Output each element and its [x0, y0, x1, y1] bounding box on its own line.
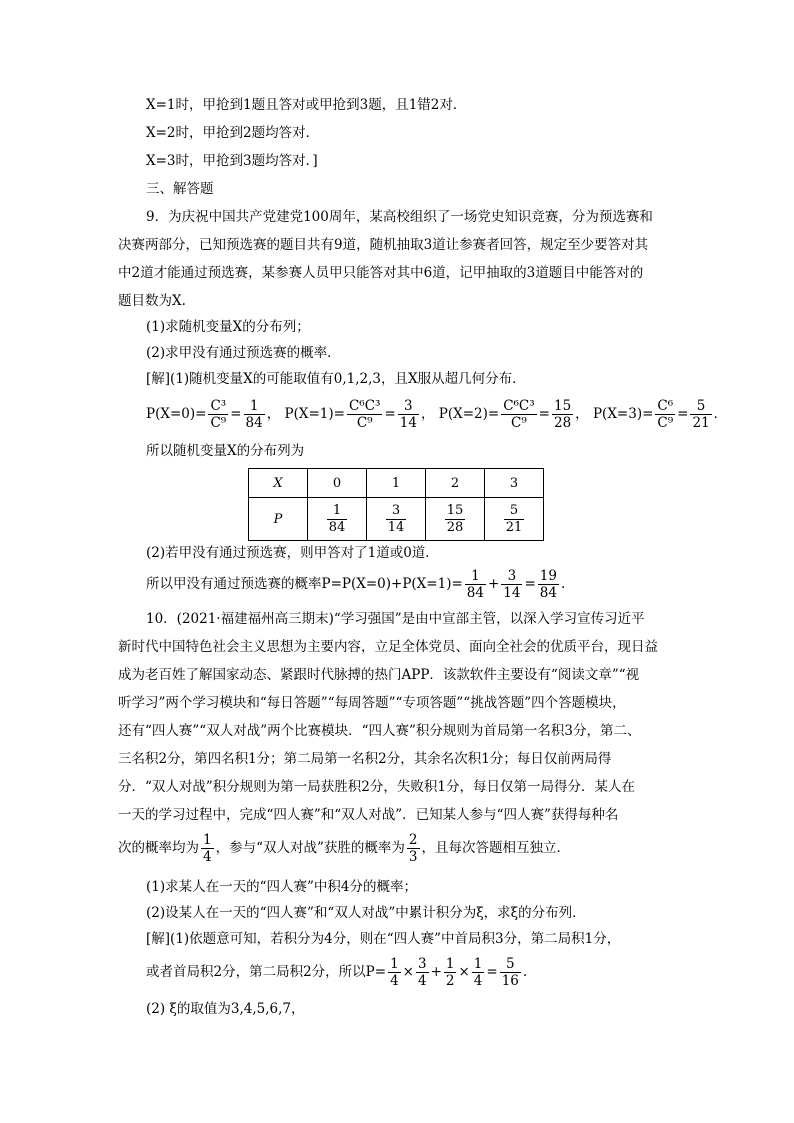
table-cell: 0 [308, 469, 367, 498]
solution-tag: [解] [146, 931, 171, 947]
text-line: X=3时，甲抢到3题均答对．] [146, 153, 318, 169]
fraction: $\frac{\text{C⁶}}{\text{C⁹}}$ [657, 398, 674, 431]
question-10-text: 三名积2分，第四名积1分；第二局第一名积2分，其余名次积1分；每日仅前两局得 [118, 751, 612, 767]
section-heading: 三、解答题 [146, 181, 214, 197]
sub-question: (2)设某人在一天的“四人赛”和“双人对战”中累计积分为ξ，求ξ的分布列． [146, 905, 586, 921]
text-line: X=2时，甲抢到2题均答对． [146, 125, 320, 141]
table-cell: X [249, 469, 308, 498]
distribution-table [248, 468, 544, 541]
table-row [249, 469, 544, 498]
table-cell: 2 [426, 469, 485, 498]
question-10-text: 还有“四人赛”“双人对战”两个比赛模块．“四人赛”积分规则为首局第一名积3分，第二、 [118, 723, 641, 739]
text-line: X=1时，甲抢到1题且答对或甲抢到3题，且1错2对． [146, 97, 467, 113]
solution-answer: 所以甲没有通过预选赛的概率P=P(X=0)+P(X=1)= $\frac{1}{84}$ + $\frac{3}{14}$ = $\frac{19}{84}$ . [146, 568, 566, 601]
solution-tag: [解] [146, 371, 171, 387]
solution-line: (2)若甲没有通过预选赛，则甲答对了1道或0道． [146, 545, 439, 561]
fraction: $\frac{\text{C⁶C³}}{\text{C⁹}}$ [503, 398, 535, 431]
table-cell: $\frac{5}{21}$ [485, 498, 544, 541]
question-10-text: 分．“双人对战”积分规则为第一局获胜积2分，失败积1分，每日仅第一局得分．某人在 [118, 779, 635, 795]
fraction: $\frac{\text{C⁶C³}}{\text{C⁹}}$ [348, 398, 381, 431]
sub-question: (1)求随机变量X的分布列； [146, 319, 310, 335]
question-9-text: 中2道才能通过预选赛，某参赛人员甲只能答对其中6道，记甲抽取的3道题目中能答对的 [118, 265, 644, 281]
question-10-text: 听学习”两个学习模块和“每日答题”“每周答题”“专项答题”“挑战答题”四个答题模块， [118, 695, 626, 711]
table-cell: $\frac{3}{14}$ [367, 498, 426, 541]
solution-line: [解](1)随机变量X的可能取值有0,1,2,3，且X服从超几何分布． [146, 371, 526, 387]
table-cell: $\frac{1}{84}$ [308, 498, 367, 541]
table-cell: 1 [367, 469, 426, 498]
question-10-text: 成为老百姓了解国家动态、紧跟时代脉搏的热门APP．该款软件主要设有“阅读文章”“视 [118, 667, 640, 683]
fraction: $\frac{5}{21}$ [692, 398, 710, 431]
question-9-text: 题目数为X. [118, 293, 186, 309]
probability-formulas: P(X=0)= $\frac{\text{C³}}{\text{C⁹}}$ = $\frac{1}{84}$ ， P(X=1)= $\frac{\text{C⁶C³}}{\text{C⁹}}$ = $\frac{3}{14}$ ， P(X=2)= $\frac{\text{C⁶C³}}{\text{C⁹}}$ = $\frac{15}{28}$ ， P(X=3)= $\frac{\text{C⁶}}{\text{C⁹}}$ = $\frac{5}{21}$ ． [146, 398, 728, 431]
table-cell: P [249, 498, 308, 541]
solution-line: (2) ξ的取值为3,4,5,6,7， [146, 1001, 305, 1017]
fraction: $\frac{1}{84}$ [245, 398, 263, 431]
solution-line: [解](1)依题意可知，若积分为4分，则在“四人赛”中首局积3分，第二局积1分， [146, 931, 621, 947]
sub-question: (1)求某人在一天的“四人赛”中积4分的概率； [146, 879, 418, 895]
fraction: $\frac{15}{28}$ [553, 398, 572, 431]
table-cell: $\frac{15}{28}$ [426, 498, 485, 541]
table-cell: 3 [485, 469, 544, 498]
fraction: $\frac{\text{C³}}{\text{C⁹}}$ [210, 398, 227, 431]
question-10-text: 10．(2021·福建福州高三期末)“学习强国”是由中宣部主管，以深入学习宣传习近平 [146, 611, 645, 627]
solution-answer: 或者首局积2分，第二局积2分，所以P= $\frac{1}{4}$ × $\frac{3}{4}$ + $\frac{1}{2}$ × $\frac{1}{4}$ = $\frac{5}{16}$ . [146, 956, 528, 989]
question-10-text: 一天的学习过程中，完成“四人赛”和“双人对战”．已知某人参与“四人赛”获得每种名 [118, 807, 619, 823]
question-10-text: 次的概率均为 $\frac{1}{4}$ ，参与“双人对战”获胜的概率为 $\frac{2}{3}$ ，且每次答题相互独立． [118, 832, 570, 865]
table-row [249, 498, 544, 541]
sub-question: (2)求甲没有通过预选赛的概率． [146, 345, 341, 361]
fraction: $\frac{3}{14}$ [399, 398, 417, 431]
question-10-text: 新时代中国特色社会主义思想为主要内容，立足全体党员、面向全社会的优质平台，现日益 [118, 639, 658, 655]
question-9-text: 决赛两部分，已知预选赛的题目共有9道，随机抽取3道让参赛者回答，规定至少要答对其 [118, 237, 649, 253]
table-intro: 所以随机变量X的分布列为 [146, 443, 305, 459]
question-9-text: 9．为庆祝中国共产党建党100周年，某高校组织了一场党史知识竞赛，分为预选赛和 [146, 209, 653, 225]
